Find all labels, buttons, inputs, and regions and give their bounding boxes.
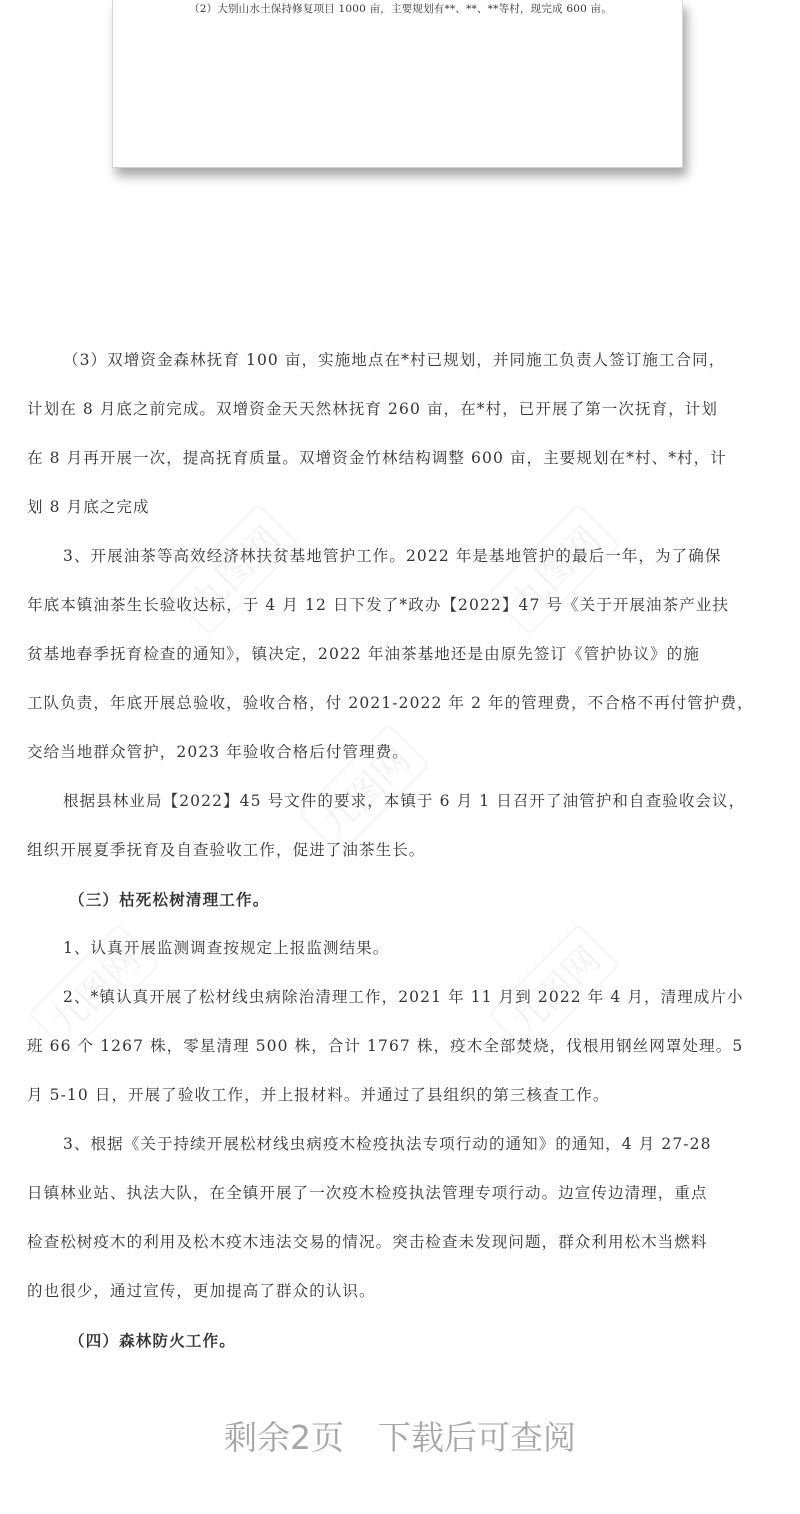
text-line: 日镇林业站、执法大队，在全镇开展了一次疫木检疫执法管理专项行动。边宣传边清理，重点 [27, 1184, 708, 1202]
text-line: 年底本镇油茶生长验收达标，于 4 月 12 日下发了*政办【2022】47 号《关于开展油茶产业扶 [27, 596, 730, 614]
text-line: 月 5-10 日，开展了验收工作，并上报材料。并通过了县组织的第三核查工作。 [27, 1086, 610, 1104]
text-line: 的也很少，通过宣传，更加提高了群众的认识。 [27, 1282, 376, 1300]
text-line: 工队负责，年底开展总验收，验收合格，付 2021-2022 年 2 年的管理费，不合格不再付管护费， [27, 694, 754, 712]
section-heading-forest-fire-prevention: （四）森林防火工作。 [69, 1331, 237, 1350]
paragraph-monitoring [27, 924, 775, 973]
watermark: 九图网 [488, 923, 620, 1055]
remaining-pages-banner[interactable] [0, 1412, 800, 1459]
document-body [27, 336, 775, 1365]
text-line: 2、*镇认真开展了松材线虫病除治清理工作，2021 年 11 月到 2022 年 4 月，清理成片小 [63, 988, 744, 1006]
text-line: 交给当地群众管护，2023 年验收合格后付管理费。 [27, 743, 409, 761]
text-line: 在 8 月再开展一次，提高抚育质量。双增资金竹林结构调整 600 亩，主要规划在*村、*村，计 [27, 449, 727, 467]
text-line: 计划在 8 月底之前完成。双增资金天天然林抚育 260 亩，在*村，已开展了第一次抚育，计划 [27, 400, 719, 418]
text-line: 1、认真开展监测调查按规定上报监测结果。 [63, 939, 390, 957]
previous-page-card [112, 0, 683, 168]
download-to-view-link[interactable]: 下载后可查阅 [378, 1418, 576, 1457]
text-line: 划 8 月底之完成 [27, 498, 150, 516]
text-line: 检查松树疫木的利用及松木疫木违法交易的情况。突击检查未发现问题，群众利用松木当燃料 [27, 1233, 708, 1251]
text-line: 组织开展夏季抚育及自查验收工作，促进了油茶生长。 [27, 841, 426, 859]
section-heading-dead-pine-cleanup: （三）枯死松树清理工作。 [69, 890, 270, 909]
text-line: 3、根据《关于持续开展松材线虫病疫木检疫执法专项行动的通知》的通知，4 月 27-28 [63, 1135, 712, 1153]
text-line: 3、开展油茶等高效经济林扶贫基地管护工作。2022 年是基地管护的最后一年，为了确保 [63, 547, 722, 565]
paragraph-county-document [27, 777, 775, 875]
remaining-pages-count[interactable]: 剩余2页 [224, 1418, 344, 1457]
text-line: 贫基地春季抚育检查的通知》，镇决定，2022 年油茶基地还是由原先签订《管护协议》的施 [27, 645, 700, 663]
text-line: （3）双增资金森林抚育 100 亩，实施地点在*村已规划，并同施工负责人签订施工合同， [63, 351, 726, 369]
paragraph-pine-wilt-control [27, 973, 775, 1120]
watermark: 九图网 [488, 503, 620, 635]
paragraph-afforestation [27, 336, 775, 532]
text-line: 根据县林业局【2022】45 号文件的要求，本镇于 6 月 1 日召开了油管护和自查验收会议， [63, 792, 746, 810]
watermark: 九图网 [298, 723, 430, 855]
paragraph-oil-tea [27, 532, 775, 777]
watermark: 九图网 [168, 503, 300, 635]
page-text-line: （2）大别山水土保持修复项目 1000 亩，主要规划有**、**、**等村，现完成 600 亩。 [189, 3, 612, 15]
paragraph-quarantine-enforcement [27, 1120, 775, 1316]
watermark: 九图网 [28, 923, 160, 1055]
text-line: 班 66 个 1267 株，零星清理 500 株，合计 1767 株，疫木全部焚烧，伐根用钢丝网罩处理。5 [27, 1037, 744, 1055]
